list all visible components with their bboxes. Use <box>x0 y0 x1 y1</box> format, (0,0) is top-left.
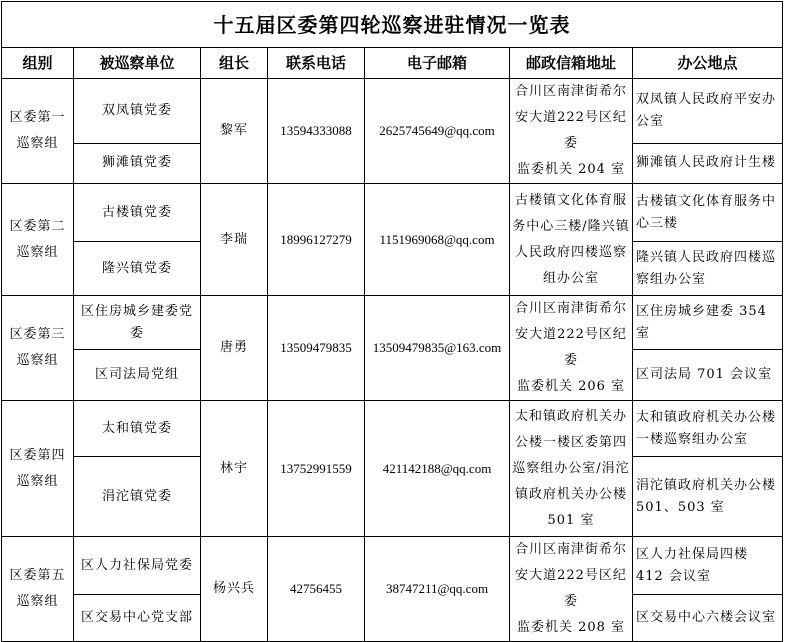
table-row <box>2 537 783 595</box>
table-row <box>2 79 783 144</box>
inspected-unit: 区人力社保局党委 <box>74 537 201 595</box>
group-name-suffix: 巡察组 <box>16 594 59 609</box>
leader-name: 黎军 <box>201 79 268 184</box>
mail-address-line: 安大道222号区纪委 <box>515 327 627 368</box>
phone-number: 13752991559 <box>268 401 365 537</box>
header-mail-address: 邮政信箱地址 <box>510 48 633 79</box>
table-title: 十五届区委第四轮巡察进驻情况一览表 <box>2 2 783 48</box>
email-address: 1151969068@qq.com <box>365 184 510 296</box>
mail-address-line: 组办公室 <box>542 270 599 286</box>
office-location: 区住房城乡建委 354 室 <box>633 296 783 350</box>
group-name-cell <box>2 537 74 642</box>
phone-number: 13594333088 <box>268 79 365 184</box>
inspected-unit: 区司法局党组 <box>74 350 201 401</box>
mail-address-line: 人民政府四楼巡察 <box>514 244 627 260</box>
email-address: 38747211@qq.com <box>365 537 510 642</box>
email-address: 421142188@qq.com <box>365 401 510 537</box>
header-office: 办公地点 <box>633 48 783 79</box>
mail-address <box>510 537 633 642</box>
inspected-unit: 隆兴镇党委 <box>74 242 201 296</box>
group-name: 区委第一 <box>9 110 66 125</box>
mail-address-line: 务中心三楼/隆兴镇 <box>512 218 630 234</box>
leader-name: 唐勇 <box>201 296 268 401</box>
mail-address-line: 合川区南津街希尔 <box>514 301 627 316</box>
group-name-suffix: 巡察组 <box>16 244 59 260</box>
phone-number: 18996127279 <box>268 184 365 296</box>
mail-address-line: 古楼镇文化体育服 <box>514 192 627 208</box>
mail-address <box>510 296 633 401</box>
mail-address-line: 公楼一楼区委第四 <box>514 434 627 450</box>
group-name-cell <box>2 296 74 401</box>
phone-number: 13509479835 <box>268 296 365 401</box>
leader-name: 李瑞 <box>201 184 268 296</box>
office-location: 隆兴镇人民政府四楼巡察组办公室 <box>633 242 783 296</box>
header-unit: 被巡察单位 <box>74 48 201 79</box>
inspected-unit: 狮滩镇党委 <box>74 143 201 183</box>
office-location: 区交易中心六楼会议室 <box>633 595 783 642</box>
mail-address-line: 监委机关 204 室 <box>516 162 626 177</box>
group-name-suffix: 巡察组 <box>16 136 59 151</box>
office-location: 区司法局 701 会议室 <box>633 350 783 401</box>
group-name: 区委第二 <box>9 218 66 234</box>
header-email: 电子邮箱 <box>365 48 510 79</box>
inspected-unit: 涓沱镇党委 <box>74 457 201 537</box>
inspected-unit: 双凤镇党委 <box>74 79 201 144</box>
email-address: 2625745649@qq.com <box>365 79 510 184</box>
mail-address-line: 501 室 <box>547 512 595 528</box>
mail-address-line: 安大道222号区纪委 <box>515 568 627 609</box>
mail-address <box>510 79 633 184</box>
group-name-suffix: 巡察组 <box>16 473 59 489</box>
inspected-unit: 区住房城乡建委党委 <box>74 296 201 350</box>
inspected-unit: 古楼镇党委 <box>74 184 201 242</box>
inspection-table <box>1 1 783 642</box>
mail-address-line: 安大道222号区纪委 <box>515 110 627 151</box>
mail-address <box>510 401 633 537</box>
table-row <box>2 184 783 242</box>
table-row <box>2 401 783 457</box>
mail-address-line: 合川区南津街希尔 <box>514 84 627 99</box>
group-name-cell <box>2 184 74 296</box>
group-name: 区委第四 <box>9 447 66 463</box>
header-phone: 联系电话 <box>268 48 365 79</box>
inspected-unit: 太和镇党委 <box>74 401 201 457</box>
mail-address-line: 合川区南津街希尔 <box>514 542 627 557</box>
leader-name: 林宇 <box>201 401 268 537</box>
leader-name: 杨兴兵 <box>201 537 268 642</box>
office-location: 涓沱镇政府机关办公楼 501、503 室 <box>633 457 783 537</box>
office-location: 区人力社保局四楼 412 会议室 <box>633 537 783 595</box>
email-address: 13509479835@163.com <box>365 296 510 401</box>
phone-number: 42756455 <box>268 537 365 642</box>
office-location: 古楼镇文化体育服务中心三楼 <box>633 184 783 242</box>
title-row <box>2 2 783 48</box>
mail-address-line: 监委机关 208 室 <box>516 620 626 635</box>
office-location: 双凤镇人民政府平安办公室 <box>633 79 783 144</box>
office-location: 太和镇政府机关办公楼一楼巡察组办公室 <box>633 401 783 457</box>
table-row <box>2 296 783 350</box>
group-name: 区委第五 <box>9 568 66 583</box>
header-leader: 组长 <box>201 48 268 79</box>
office-location: 狮滩镇人民政府计生楼 <box>633 143 783 183</box>
mail-address-line: 巡察组办公室/涓沱 <box>512 460 630 476</box>
group-name-suffix: 巡察组 <box>16 353 59 368</box>
header-row <box>2 48 783 79</box>
mail-address-line: 镇政府机关办公楼 <box>514 486 627 502</box>
inspected-unit: 区交易中心党支部 <box>74 595 201 642</box>
mail-address-line: 监委机关 206 室 <box>516 379 626 394</box>
group-name: 区委第三 <box>9 327 66 342</box>
group-name-cell <box>2 401 74 537</box>
mail-address <box>510 184 633 296</box>
group-name-cell <box>2 79 74 184</box>
mail-address-line: 太和镇政府机关办 <box>514 408 627 424</box>
header-group: 组别 <box>2 48 74 79</box>
